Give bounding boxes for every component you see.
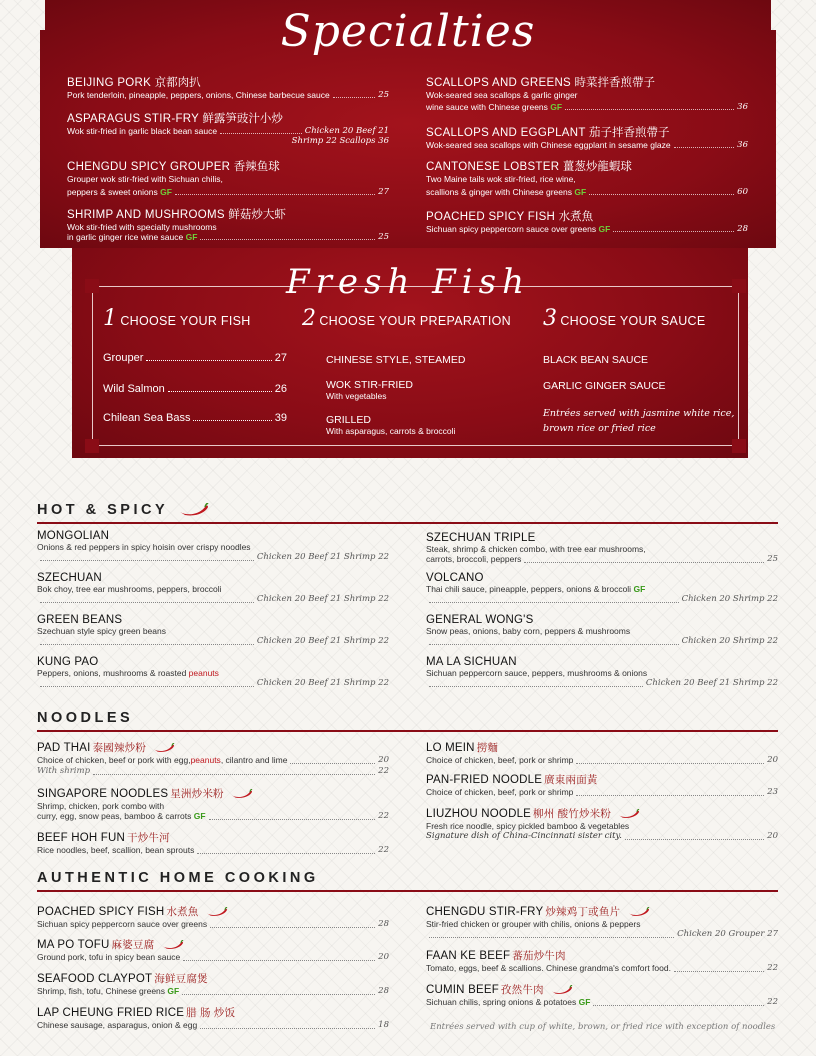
menu-item: FAAN KE BEEF 蕃茄炒牛肉 Tomato, eggs, beef & scallions. Chinese grandma's comfort food. 22 — [426, 950, 778, 973]
hot-spicy-header: HOT & SPICY — [37, 502, 209, 518]
chili-pepper-icon — [179, 503, 209, 517]
menu-item: KUNG PAO Peppers, onions, mushrooms & roasted peanuts Chicken 20 Beef 21 Shrimp 22 — [37, 656, 389, 688]
menu-item: SEAFOOD CLAYPOT 海鲜豆腐煲 Shrimp, fish, tofu, Chinese greens GF 28 — [37, 973, 389, 996]
specialty-item: BEIJING PORK 京都肉扒 Pork tenderloin, pineapple, peppers, onions, Chinese barbecue sauce 25 — [67, 77, 389, 100]
chili-pepper-icon — [206, 907, 228, 917]
step-choose-preparation: 2 CHOOSE YOUR PREPARATION — [302, 306, 511, 331]
preparation-option: WOK STIR-FRIED With vegetables — [326, 379, 413, 401]
fish-option: Grouper 27 — [103, 352, 287, 364]
section-divider — [37, 522, 778, 524]
specialty-item: SHRIMP AND MUSHROOMS 鲜菇炒大虾 Wok stir-fried with specialty mushrooms in garlic ginger rice wine sauce GF 25 — [67, 209, 389, 242]
chili-pepper-icon — [162, 940, 184, 950]
menu-item: VOLCANO Thai chili sauce, pineapple, peppers, onions & broccoli GF Chicken 20 Shrimp 22 — [426, 572, 778, 604]
noodles-header: NOODLES — [37, 710, 134, 726]
step-choose-fish: 1 CHOOSE YOUR FISH — [103, 306, 251, 331]
fish-option: Wild Salmon 26 — [103, 383, 287, 395]
sauce-option: GARLIC GINGER SAUCE — [543, 380, 666, 392]
menu-item: MA LA SICHUAN Sichuan peppercorn sauce, peppers, mushrooms & onions Chicken 20 Beef 21 Shrimp 22 — [426, 656, 778, 688]
preparation-option: GRILLED With asparagus, carrots & broccoli — [326, 414, 456, 436]
menu-item: GREEN BEANS Szechuan style spicy green beans Chicken 20 Beef 21 Shrimp 22 — [37, 614, 389, 646]
menu-item: GENERAL WONG'S Snow peas, onions, baby corn, peppers & mushrooms Chicken 20 Shrimp 22 — [426, 614, 778, 646]
menu-item: CUMIN BEEF 孜然牛肉 Sichuan chilis, spring onions & potatoes GF 22 — [426, 984, 778, 1007]
section-divider — [37, 890, 778, 892]
fresh-fish-title: Fresh Fish — [286, 262, 530, 302]
menu-item: LO MEIN 撈麵 Choice of chicken, beef, pork or shrimp 20 — [426, 742, 778, 765]
menu-item: LIUZHOU NOODLE 柳州 酸竹炒米粉 Fresh rice noodle, spicy pickled bamboo & vegetables Signature dish of China-Cincinnati sister city. 20 — [426, 808, 778, 841]
menu-item: PAN-FRIED NOODLE 廣東兩面黃 Choice of chicken, beef, pork or shrimp 23 — [426, 774, 778, 797]
chili-pepper-icon — [618, 809, 640, 819]
menu-item: SZECHUAN TRIPLE Steak, shrimp & chicken combo, with tree ear mushrooms, carrots, broccoli, peppers 25 — [426, 532, 778, 564]
sauce-option: BLACK BEAN SAUCE — [543, 354, 649, 366]
menu-item: BEEF HOH FUN 干炒牛河 Rice noodles, beef, scallion, bean sprouts 22 — [37, 832, 389, 855]
chili-pepper-icon — [628, 907, 650, 917]
fresh-fish-note: Entrées served with jasmine white rice, brown rice or fried rice — [543, 408, 735, 434]
menu-item: MONGOLIAN Onions & red peppers in spicy hoisin over crispy noodles Chicken 20 Beef 21 Shrimp 22 — [37, 530, 389, 562]
menu-item: SINGAPORE NOODLES 星洲炒米粉 Shrimp, chicken, pork combo with curry, egg, snow peas, bamboo & carrots GF 22 — [37, 788, 389, 821]
home-cooking-note: Entrées served with cup of white, brown, or fried rice with exception of noodles — [430, 1022, 776, 1032]
chili-pepper-icon — [551, 985, 573, 995]
section-divider — [37, 730, 778, 732]
menu-item: POACHED SPICY FISH 水煮魚 Sichuan spicy peppercorn sauce over greens 28 — [37, 906, 389, 929]
specialty-item: POACHED SPICY FISH 水煮魚 Sichuan spicy peppercorn sauce over greens GF 28 — [426, 211, 748, 234]
specialty-item: ASPARAGUS STIR-FRY 鲜露笋豉汁小炒 Wok stir-fried in garlic black bean sauce Chicken 20 Beef 21 Shrimp 22 Scallops 36 — [67, 113, 389, 146]
step-choose-sauce: 3 CHOOSE YOUR SAUCE — [543, 306, 706, 331]
chili-pepper-icon — [231, 789, 253, 799]
menu-item: SZECHUAN Bok choy, tree ear mushrooms, peppers, broccoli Chicken 20 Beef 21 Shrimp 22 — [37, 572, 389, 604]
home-cooking-header: AUTHENTIC HOME COOKING — [37, 870, 319, 886]
fish-option: Chilean Sea Bass 39 — [103, 412, 287, 424]
chili-pepper-icon — [153, 743, 175, 753]
menu-item: LAP CHEUNG FRIED RICE 腊 肠 炒饭 Chinese sausage, asparagus, onion & egg 18 — [37, 1007, 389, 1030]
menu-item: PAD THAI 泰國辣炒粉 Choice of chicken, beef or pork with egg, peanuts , cilantro and lime 20 With shrimp 22 — [37, 742, 389, 776]
specialty-item: CANTONESE LOBSTER 薑葱炒龍蝦球 Two Maine tails wok stir-fried, rice wine, scallions & ginger with Chinese greens GF 60 — [426, 161, 748, 197]
menu-item: CHENGDU STIR-FRY 炒辣鸡丁或鱼片 Stir-fried chicken or grouper with chilis, onions & peppers Chicken 20 Grouper 27 — [426, 906, 778, 939]
specialty-item: SCALLOPS AND EGGPLANT 茄子拌香煎帶子 Wok-seared sea scallops with Chinese eggplant in sesame glaze 36 — [426, 127, 748, 150]
specialty-item: SCALLOPS AND GREENS 時菜拌香煎帶子 Wok-seared sea scallops & garlic ginger wine sauce with Chinese greens GF 36 — [426, 77, 748, 112]
specialties-title: Specialties — [280, 6, 536, 57]
specialty-item: CHENGDU SPICY GROUPER 香辣鱼球 Grouper wok stir-fried with Sichuan chilis, peppers & sweet onions GF 27 — [67, 161, 389, 197]
menu-item: MA PO TOFU 麻婆豆腐 Ground pork, tofu in spicy bean sauce 20 — [37, 939, 389, 962]
preparation-option: CHINESE STYLE, STEAMED — [326, 354, 466, 366]
